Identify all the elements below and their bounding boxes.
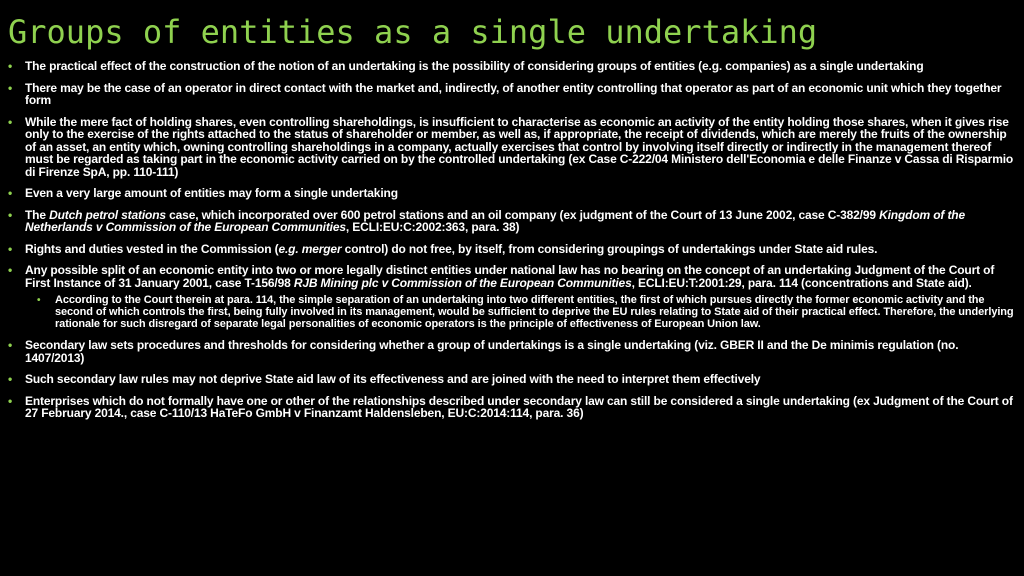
bullet-marker: • [8,263,13,277]
text-run: control) do not free, by itself, from considering groupings of undertakings under State aid rules. [341,241,878,256]
bullet-marker: • [8,241,13,256]
text-run: The [25,207,50,222]
text-run: Any possible split of an economic entity into two or more legally distinct entities under national law has no bearing on the concept of an undertaking Judgment of the Court of First Instance of 31 January 2001, case T-156/98 [25,263,995,290]
bullet-text: The practical effect of the construction of the notion of an undertaking is the possibility of considering groups of entities (e.g. companies) as a single undertaking [25,59,924,73]
case-title: RJB Mining plc v Commission of the European Communities [293,275,632,290]
sub-bullet-item [25,295,1014,330]
bullet-text: Secondary law sets procedures and thresholds for considering whether a group of undertakings is a single undertaking (viz. GBER II and the De minimis regulation (no. 1407/2013) [25,338,959,365]
bullet-item [8,116,1014,179]
bullet-text [25,242,877,256]
bullet-text: Even a very large amount of entities may form a single undertaking [25,186,398,200]
emphasis: e.g. merger [278,241,342,256]
bullet-text: Enterprises which do not formally have one or other of the relationships described under secondary law can still be considered a single undertaking (ex Judgment of the Court of 27 February 2014., case C-110/13 HaTeFo GmbH v Finanzamt Haldensleben, EU:C:2014:114, para. 36) [25,393,1013,421]
bullet-item [8,339,1014,364]
bullet-text: Such secondary law rules may not deprive State aid law of its effectiveness and are joined with the need to interpret them effectively [25,372,761,387]
text-run: case, which incorporated over 600 petrol stations and an oil company (ex judgment of the Court of 13 June 2002, case C-382/99 [165,207,880,222]
bullet-marker: • [8,80,13,95]
bullet-list [8,60,1014,429]
bullet-marker: • [37,295,41,306]
bullet-marker: • [8,186,13,200]
case-name: Dutch petrol stations [49,207,166,222]
bullet-marker: • [8,338,13,353]
text-run: , ECLI:EU:C:2002:363, para. 38) [345,220,520,234]
text-run: Rights and duties vested in the Commission ( [25,241,279,256]
bullet-marker: • [8,393,13,408]
bullet-item [8,264,1014,330]
bullet-marker: • [8,207,13,222]
bullet-item [8,60,1014,73]
bullet-marker: • [8,59,13,73]
bullet-marker: • [8,114,13,129]
bullet-item [8,187,1014,200]
sub-bullet-text: According to the Court therein at para. 114, the simple separation of an undertaking into two different entities, the first of which pursues directly the former economic activity and the second of which controls the first, being fully involved in its management, would be sufficient to deprive the EU rules relating to State aid of their practical effect. Therefore, the underlying rationale for such disregard of separate legal personalities of economic operators is the principle of effectiveness of European Union law. [55,294,1014,330]
bullet-text: There may be the case of an operator in direct contact with the market and, indirectly, of another entity controlling that operator as part of an economic unit which they together form [25,80,1002,107]
bullet-item [8,373,1014,386]
bullet-item [8,209,1014,234]
slide-title: Groups of entities as a single undertaking [8,13,818,51]
bullet-text: While the mere fact of holding shares, even controlling shareholdings, is insufficient to characterise as economic an activity of the entity holding those shares, when it gives rise only to the exercise of the rights attached to the status of shareholder or member, as well as, if appropriate, the receipt of dividends, which are merely the fruits of the ownership of an asset, an entity which, owning controlling shareholdings in a company, actually exercises that control by involving itself directly or indirectly in the management thereof must be regarded as taking part in the economic activity carried on by the controlled undertaking (ex Case C-222/04 Ministero dell'Economia e delle Finanze v Cassa di Risparmio di Firenze SpA, pp. 110-111) [25,114,1014,179]
bullet-item [8,82,1014,107]
bullet-text [25,263,994,290]
bullet-item [8,395,1014,420]
bullet-text [25,208,965,235]
text-run: , ECLI:EU:T:2001:29, para. 114 (concentrations and State aid). [631,275,972,290]
sub-bullet-list [25,295,1014,330]
bullet-item [8,243,1014,256]
case-title: Kingdom of the Netherlands v Commission of the European Communities [25,207,965,234]
bullet-marker: • [8,372,13,387]
